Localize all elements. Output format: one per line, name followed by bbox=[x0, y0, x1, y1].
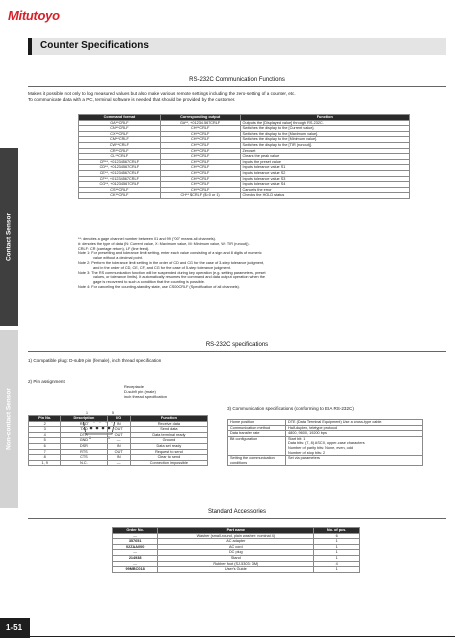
table-cell: 357651 bbox=[113, 539, 158, 545]
receptacle-line: inch thread specification bbox=[124, 394, 167, 399]
side-tab-contact-sensor bbox=[0, 148, 18, 326]
table-cell: Switches the display to the [Maximum value]. bbox=[240, 131, 409, 137]
table-cell: Switches the display to the [Minimum value]. bbox=[240, 137, 409, 143]
table-cell: 2 bbox=[29, 421, 61, 427]
table-cell: AC cord bbox=[158, 544, 314, 550]
table-cell: Data terminal ready bbox=[130, 432, 207, 438]
plug-spec: 1) Compatible plug: D-sub9 pin (female), inch thread specification bbox=[28, 358, 162, 363]
intro-paragraph bbox=[28, 91, 446, 103]
column-header: Part name bbox=[158, 528, 314, 534]
table-cell: — bbox=[113, 533, 158, 539]
intro-line: Makes it possible not only to log measured values but also make various remote settings including the zero-setting of a counter, etc. bbox=[28, 91, 296, 96]
table-cell: AC adapter bbox=[158, 539, 314, 545]
table-cell: CH** $CRLF ($=0 or 1) bbox=[160, 193, 240, 199]
table-cell: — bbox=[113, 561, 158, 567]
table-cell: Clears the peak value bbox=[240, 154, 409, 160]
table-cell: GND bbox=[61, 438, 107, 444]
pin-number-label: 9 bbox=[108, 436, 110, 440]
table-cell: Switches the display to the [TIR (runout)]. bbox=[240, 142, 409, 148]
table-cell: 1 bbox=[314, 555, 360, 561]
table-cell: CK**CRLF bbox=[79, 193, 161, 199]
column-header: Pin No. bbox=[29, 416, 61, 422]
table-cell: User's Guide bbox=[158, 567, 314, 573]
note-line: gage is recovered to such a condition that the counting is possible. bbox=[93, 280, 205, 285]
section-divider bbox=[28, 86, 446, 87]
table-cell: 3 bbox=[29, 427, 61, 433]
side-tab-noncontact-sensor bbox=[0, 330, 18, 508]
table-cell: Home position bbox=[228, 420, 286, 426]
pin-number-label: 1 bbox=[86, 411, 88, 415]
table-cell: CS**CRLF bbox=[79, 187, 161, 193]
table-cell: CM**CRLF bbox=[79, 137, 161, 143]
table-cell: Bit configuration bbox=[228, 436, 286, 455]
table-cell: CD**, +01234567CRLF bbox=[79, 165, 161, 171]
table-cell: CH**CRLF bbox=[160, 170, 240, 176]
accessories-heading: Standard Accessories bbox=[207, 509, 267, 515]
table-row bbox=[29, 460, 208, 466]
note-line: Note 3: The RS communication function will be suspended during key operation (e.g. setting parameters, preset bbox=[78, 270, 266, 275]
receptacle-label bbox=[124, 384, 167, 399]
table-row bbox=[228, 456, 423, 466]
command-notes bbox=[78, 237, 418, 290]
table-cell: OUT bbox=[107, 449, 130, 455]
table-cell: — bbox=[113, 550, 158, 556]
table-cell: 6 bbox=[314, 533, 360, 539]
note-line: Note 1: For presetting and tolerance limit setting, enter each value consisting of a sign and 8 digits of numeric bbox=[78, 251, 262, 256]
column-header: Order No. bbox=[113, 528, 158, 534]
table-cell: 99MBC018 bbox=[113, 567, 158, 573]
table-cell: CTS bbox=[61, 455, 107, 461]
note-line: Note 4: For canceling the counting-standby state, use CS00CRLF (Specification of all channels). bbox=[78, 284, 240, 289]
table-cell: CH**CRLF bbox=[160, 187, 240, 193]
table-cell: 1 bbox=[314, 567, 360, 573]
column-header: No. of pcs. bbox=[314, 528, 360, 534]
table-cell: 1 bbox=[314, 550, 360, 556]
table-cell: 1, 9 bbox=[29, 460, 61, 466]
table-cell: 214938 bbox=[113, 555, 158, 561]
table-cell: Inputs tolerance value S1 bbox=[240, 165, 409, 171]
side-tab-contact-label: Contact Sensor bbox=[5, 212, 13, 262]
table-cell: RXD bbox=[61, 421, 107, 427]
table-cell: Checks the HOLD status bbox=[240, 193, 409, 199]
table-cell: Set via parameters bbox=[286, 456, 423, 466]
table-cell: DTE (Data Terminal Equipment) Use a cross-type cable. bbox=[286, 420, 423, 426]
table-cell: Inputs tolerance value S2 bbox=[240, 170, 409, 176]
table-cell: 1 bbox=[314, 544, 360, 550]
receptacle-line: Receptacle bbox=[124, 384, 145, 389]
column-header: Corresponding output bbox=[160, 115, 240, 121]
rs232c-specs-heading: RS-232C specifications bbox=[205, 342, 269, 348]
table-cell: CP**, +01234567CRLF bbox=[79, 159, 161, 165]
table-row bbox=[228, 436, 423, 455]
page-title: Counter Specifications bbox=[40, 40, 149, 51]
note-line: value without a decimal point. bbox=[93, 256, 143, 261]
table-cell: — bbox=[107, 438, 130, 444]
pin-number-label: 6 bbox=[89, 436, 91, 440]
footer-rule bbox=[30, 636, 455, 637]
table-cell: CR**CRLF bbox=[79, 148, 161, 154]
table-cell: CH**CRLF bbox=[160, 148, 240, 154]
note-line: **: denotes a gage channel number between 01 and 99 ("00" means all channels). bbox=[78, 237, 217, 241]
page-number: 1-51 bbox=[6, 623, 23, 632]
table-cell: Send data bbox=[130, 427, 207, 433]
table-cell: 8 bbox=[29, 455, 61, 461]
table-cell: Outputs the [Displayed value] through RS-232C. bbox=[240, 120, 409, 126]
table-cell: Half-duplex, teletype protocol bbox=[286, 425, 423, 431]
table-cell: DTR bbox=[61, 432, 107, 438]
table-cell: Request to send bbox=[130, 449, 207, 455]
table-cell: Connection impossible bbox=[130, 460, 207, 466]
table-cell: 4800, 9600, 19200 bps bbox=[286, 431, 423, 437]
table-cell: Inputs tolerance value S3 bbox=[240, 176, 409, 182]
mitutoyo-logo: Mitutoyo bbox=[8, 8, 60, 23]
pin-assignment-heading: 2) Pin assignment bbox=[28, 379, 65, 384]
table-cell: OUT bbox=[107, 432, 130, 438]
table-cell: Inputs tolerance value S4 bbox=[240, 182, 409, 188]
table-cell: Data transfer rate bbox=[228, 431, 286, 437]
table-cell: Communication method bbox=[228, 425, 286, 431]
table-cell: GA**CRLF bbox=[79, 120, 161, 126]
accessories-table bbox=[112, 527, 360, 573]
note-line: and in the order of CD, CE, CF, and CG for the case of 5-step tolerance judgment. bbox=[93, 265, 231, 270]
column-header: Description bbox=[61, 416, 107, 422]
table-row bbox=[79, 193, 410, 199]
table-cell: CX**CRLF bbox=[79, 131, 161, 137]
note-line: #: denotes the type of data (N: Current value, X: Maximum value, M: Minimum value, W: TIR (runout)). bbox=[78, 241, 250, 246]
column-header: I/O bbox=[107, 416, 130, 422]
table-cell: 6 bbox=[29, 443, 61, 449]
pin-number-label: 5 bbox=[112, 411, 114, 415]
table-cell: 1 bbox=[314, 539, 360, 545]
table-cell: CH**CRLF bbox=[160, 182, 240, 188]
column-header: Command format bbox=[79, 115, 161, 121]
table-cell: Receive data bbox=[130, 421, 207, 427]
table-cell: G#**, +01234.567CRLF bbox=[160, 120, 240, 126]
table-cell: CH**CRLF bbox=[160, 176, 240, 182]
table-cell: Start bit: 1 Data bits: (7, 8) ASCII, upper-case characters Number of parity bits: None, even, odd Number of stop bits: 2 bbox=[286, 436, 423, 455]
table-cell: Ground bbox=[130, 438, 207, 444]
intro-line: To communicate data with a PC, terminal software is needed that should be provided by the customer. bbox=[28, 97, 236, 103]
section-divider bbox=[28, 351, 446, 352]
pin-assignment-table bbox=[28, 415, 208, 466]
table-cell: CH**CRLF bbox=[160, 131, 240, 137]
table-cell: Clear to send bbox=[130, 455, 207, 461]
table-cell: TXD bbox=[61, 427, 107, 433]
table-cell: 4 bbox=[29, 432, 61, 438]
table-cell: Switches the display to the [Current value]. bbox=[240, 126, 409, 132]
table-cell: CG**, +01234567CRLF bbox=[79, 182, 161, 188]
table-cell: IN bbox=[107, 421, 130, 427]
table-cell: CH**CRLF bbox=[160, 159, 240, 165]
column-header: Function bbox=[130, 416, 207, 422]
table-cell: Rubber foot (SJ-5303: 3M) bbox=[158, 561, 314, 567]
page-title-bar bbox=[28, 38, 446, 55]
table-cell: 4 bbox=[314, 561, 360, 567]
note-line: CRLF: CR (carriage return), LF (line feed). bbox=[78, 246, 150, 251]
rs232c-functions-heading: RS-232C Communication Functions bbox=[189, 77, 285, 83]
table-cell: — bbox=[107, 460, 130, 466]
table-cell: CF**, +01234567CRLF bbox=[79, 176, 161, 182]
table-cell: CH**CRLF bbox=[160, 154, 240, 160]
section-divider bbox=[28, 518, 446, 519]
table-cell: DC plug bbox=[158, 550, 314, 556]
communication-specs-table bbox=[227, 419, 423, 466]
table-row bbox=[113, 567, 360, 573]
table-cell: CW**CRLF bbox=[79, 142, 161, 148]
table-cell: Setting the communication conditions bbox=[228, 456, 286, 466]
table-cell: N.C. bbox=[61, 460, 107, 466]
table-cell: CN**CRLF bbox=[79, 126, 161, 132]
table-cell: IN bbox=[107, 455, 130, 461]
table-cell: Cancels the error bbox=[240, 187, 409, 193]
page-number-badge bbox=[0, 618, 30, 638]
table-cell: 02ZAA000 bbox=[113, 544, 158, 550]
table-cell: CL**CRLF bbox=[79, 154, 161, 160]
table-cell: 7 bbox=[29, 449, 61, 455]
note-line: Note 2: Perform the tolerance limit setting in the order of CD and CG for the case of 3-step tolerance judgment, bbox=[78, 260, 265, 265]
table-cell: 5 bbox=[29, 438, 61, 444]
table-cell: CH**CRLF bbox=[160, 142, 240, 148]
table-cell: Stand bbox=[158, 555, 314, 561]
table-cell: IN bbox=[107, 443, 130, 449]
communication-specs-heading: 3) Communication specifications (conforming to EIA RS-232C) bbox=[227, 406, 354, 411]
note-line: values, or tolerance limits). It automatically resumes the command and data output operation when the bbox=[93, 275, 266, 280]
table-cell: CE**, +01234567CRLF bbox=[79, 170, 161, 176]
command-table bbox=[78, 114, 410, 199]
table-cell: Data set ready bbox=[130, 443, 207, 449]
table-cell: Inputs the preset value bbox=[240, 159, 409, 165]
table-cell: CH**CRLF bbox=[160, 126, 240, 132]
table-cell: Washer (small-round, plain washer: nominal 4) bbox=[158, 533, 314, 539]
table-cell: CH**CRLF bbox=[160, 165, 240, 171]
table-cell: Zeroset bbox=[240, 148, 409, 154]
table-cell: RTS bbox=[61, 449, 107, 455]
column-header: Function bbox=[240, 115, 409, 121]
table-cell: DSR bbox=[61, 443, 107, 449]
table-cell: CH**CRLF bbox=[160, 137, 240, 143]
receptacle-line: D-sub9 pin (male) bbox=[124, 389, 156, 394]
table-cell: OUT bbox=[107, 427, 130, 433]
side-tab-noncontact-label: Non-contact Sensor bbox=[5, 388, 13, 450]
